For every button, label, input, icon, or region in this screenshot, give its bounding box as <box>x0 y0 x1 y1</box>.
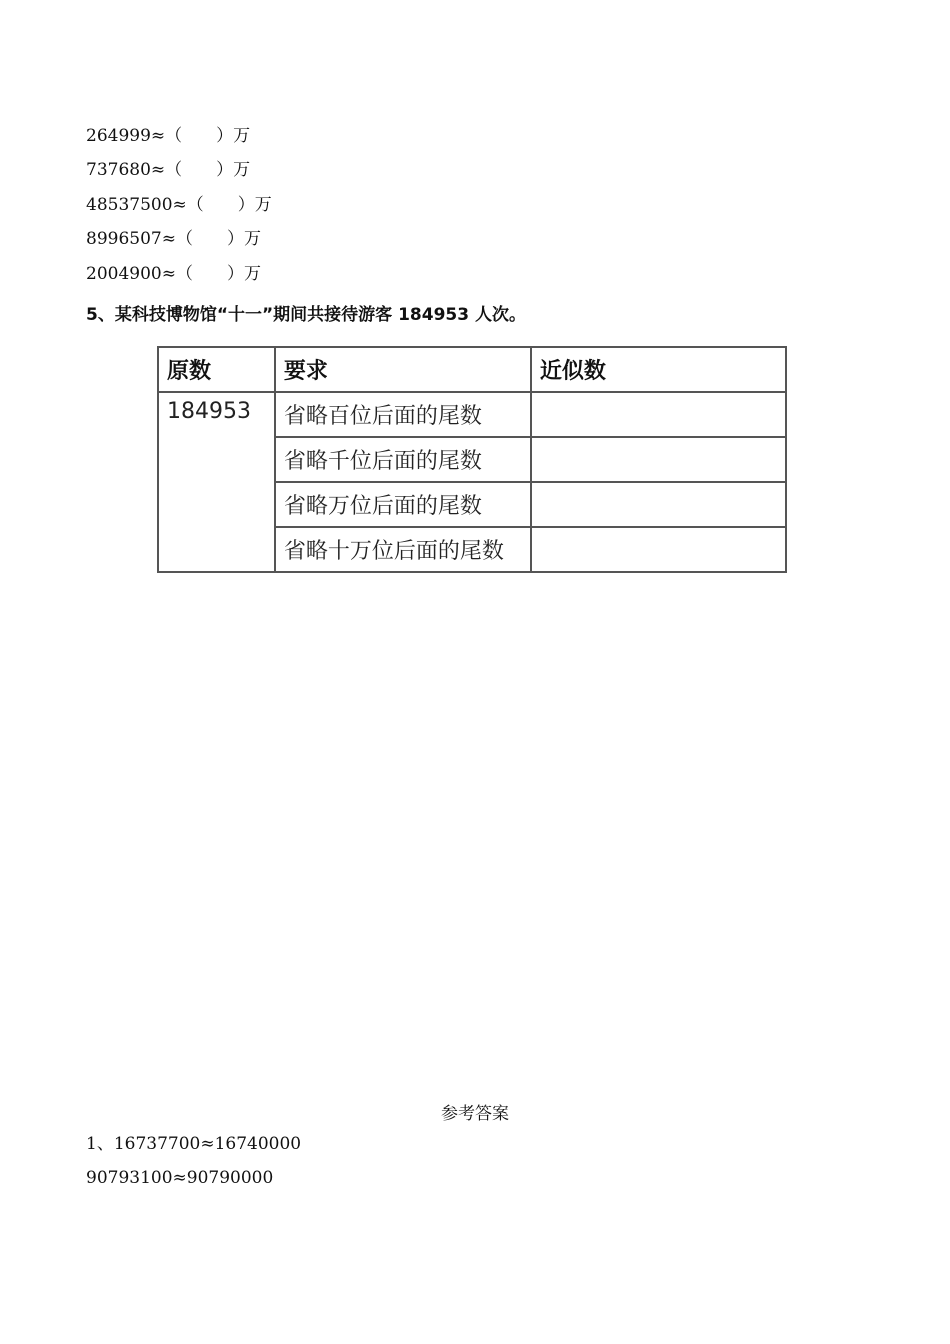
approximation-table <box>157 346 787 573</box>
approximation-answer-cell[interactable] <box>531 482 786 527</box>
exercise-line: 2004900≈（ ）万 <box>86 264 261 284</box>
table-row <box>158 392 786 437</box>
exercise-line: 8996507≈（ ）万 <box>86 229 261 249</box>
requirement-cell: 省略十万位后面的尾数 <box>275 527 531 572</box>
header-requirement: 要求 <box>275 347 531 392</box>
approximation-answer-cell[interactable] <box>531 437 786 482</box>
header-approximation: 近似数 <box>531 347 786 392</box>
table-header-row <box>158 347 786 392</box>
answer-line: 1、16737700≈16740000 <box>86 1134 302 1154</box>
answers-title: 参考答案 <box>441 1104 509 1124</box>
requirement-cell: 省略万位后面的尾数 <box>275 482 531 527</box>
requirement-cell: 省略百位后面的尾数 <box>275 392 531 437</box>
exercise-line: 48537500≈（ ）万 <box>86 195 272 215</box>
approximation-answer-cell[interactable] <box>531 392 786 437</box>
requirement-cell: 省略千位后面的尾数 <box>275 437 531 482</box>
exercise-line: 264999≈（ ）万 <box>86 126 251 146</box>
answer-line: 90793100≈90790000 <box>86 1168 274 1188</box>
question-5-text: 5、某科技博物馆“十一”期间共接待游客 184953 人次。 <box>86 305 526 325</box>
exercise-line: 737680≈（ ）万 <box>86 160 251 180</box>
original-number-cell: 184953 <box>158 392 275 572</box>
header-original: 原数 <box>158 347 275 392</box>
approximation-answer-cell[interactable] <box>531 527 786 572</box>
